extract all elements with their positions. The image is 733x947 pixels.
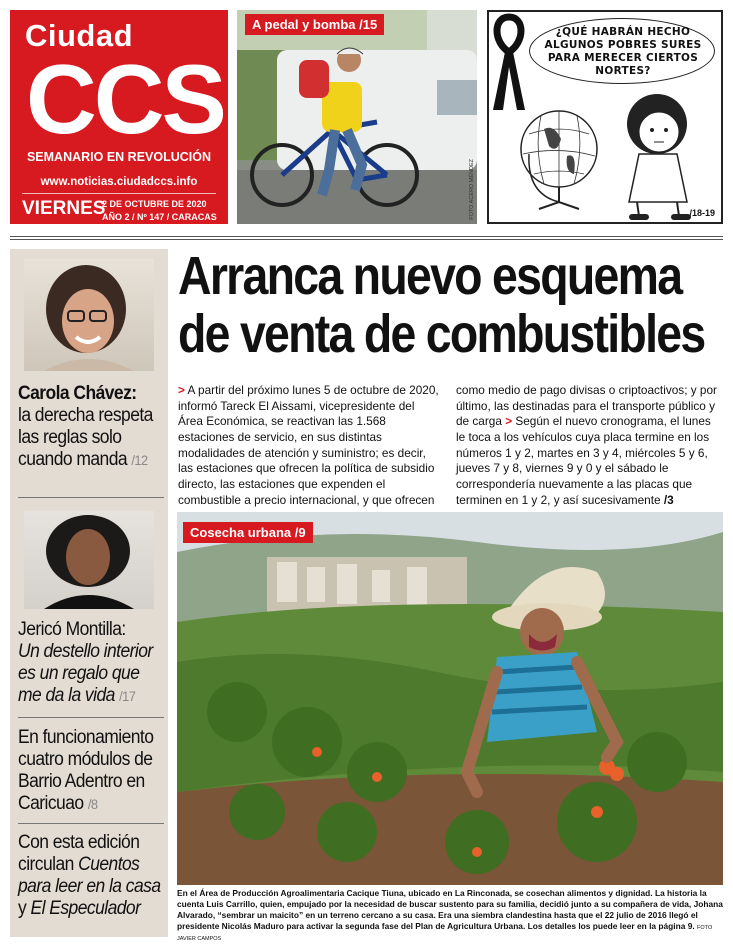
red-arrow-icon: > <box>178 383 185 397</box>
caption-text: En el Área de Producción Agroalimentaria Cacique Tiuna, ubicado en La Rinconada, se cosechan alimentos y dignidad. La historia la cuenta Luis Carrillo, quien, empujado por la necesidad de buscar sustento para su familia, decidió junto a su compañera de vida, Johana Alvarado, “sembrar un maicito” en un terreno cercano a su casa. Era una siembra clandestina hasta que el 22 julio de 2016 llegó el presidente Nicolás Maduro para activar la segunda fase del Plan de Agricultura Urbana. Los detalles los puede leer en la página 9. <box>177 888 723 931</box>
jerico-page-ref: /17 <box>119 687 136 704</box>
mafalda-comic[interactable] <box>487 10 723 224</box>
main-headline-line2: de venta de combustibles <box>178 303 705 364</box>
cyclist-photo[interactable] <box>237 10 477 224</box>
masthead-tagline: SEMANARIO EN REVOLUCIÓN <box>26 150 212 164</box>
cyclist-illustration <box>237 10 477 224</box>
sidebar-story-carola[interactable] <box>18 383 164 470</box>
jerico-name: Jericó Montilla: <box>18 619 126 640</box>
urban-harvest-photo[interactable] <box>177 512 723 885</box>
carola-chavez-portrait[interactable] <box>24 259 154 371</box>
jerico-portrait-drawing <box>24 511 154 609</box>
masthead-date: 2 DE OCTUBRE DE 2020 <box>102 199 207 209</box>
sidebar-story-jerico[interactable] <box>18 619 164 706</box>
main-headline-line1: Arranca nuevo esquema <box>178 246 682 306</box>
jerico-montilla-portrait[interactable] <box>24 511 154 609</box>
section-divider <box>10 236 723 237</box>
article-col2b-text: Según el nuevo cronograma, el lunes le toca a los vehículos cuya placa termine en los números 1 y 2, martes en 3 y 4, miércoles 5 y 6, jueves 7 y 8, viernes 9 y 0 y el sábado le correspondería nuevamente a las placas que terminen en 1 y 2, y así sucesivamente <box>456 414 711 507</box>
jerico-headline: Un destello interior es un regalo que me da la vida <box>18 640 153 706</box>
sidebar-story-inserts[interactable] <box>18 832 164 919</box>
masthead-issue: AÑO 2 / Nº 147 / CARACAS <box>102 212 217 222</box>
carola-headline: la derecha respeta las reglas solo cuando manda <box>18 404 153 470</box>
article-column-1 <box>178 383 442 509</box>
carola-name: Carola Chávez: <box>18 383 137 404</box>
barrio-adentro-headline: En funcionamiento cuatro módulos de Barrio Adentro en Caricuao <box>18 727 154 814</box>
masthead-day: VIERNES <box>22 198 106 219</box>
feature-photo-tag[interactable]: Cosecha urbana /9 <box>183 522 313 543</box>
article-col2a-text: como medio de pago divisas o criptoactivos; y por último, las destinadas para el transporte público y de carga <box>456 383 717 429</box>
cyclist-photo-tag[interactable]: A pedal y bomba /15 <box>245 14 384 35</box>
comic-drawing <box>489 84 723 224</box>
urban-harvest-illustration <box>177 512 723 885</box>
masthead-ciudad: Ciudad <box>25 18 134 53</box>
article-col1-text: A partir del próximo lunes 5 de octubre de 2020, informó Tareck El Aissami, vicepresidente del Área Económica, se reactivan las 1.568 estaciones de servicio, en sus distintas modalidades de atención y suministro; es decir, las estaciones que ofrecen la política de subsidio directo, las estaciones que expenden el combustible a precio internacional, y que ofrecen <box>178 383 439 507</box>
inserts-title-cuentos: Cuentos para leer en la casa <box>18 853 161 897</box>
sidebar-divider-3 <box>18 823 164 824</box>
article-page-ref: /3 <box>663 492 674 507</box>
carola-portrait-drawing <box>24 259 154 371</box>
inserts-title-especulador: El Especulador <box>30 897 141 919</box>
red-arrow-icon-2: > <box>505 414 513 429</box>
masthead-rule <box>22 193 216 194</box>
barrio-adentro-page-ref: /8 <box>87 795 98 812</box>
section-divider-2 <box>10 239 723 240</box>
cyclist-photo-credit: FOTO ACERO MÉNDEZ <box>469 159 475 220</box>
masthead-logo-ccs: CCS <box>26 44 224 154</box>
caption-photo-credit: FOTO JAVIER CAMPOS <box>177 924 713 942</box>
comic-speech-text: ¿QUÉ HABRÁN HECHO ALGUNOS POBRES SURES PARA MERECER CIERTOS NORTES? <box>544 26 702 78</box>
masthead-website[interactable]: www.noticias.ciudadccs.info <box>40 176 198 188</box>
main-headline[interactable] <box>178 248 728 364</box>
sidebar-divider <box>18 497 164 498</box>
article-column-2 <box>456 383 722 509</box>
inserts-text-a: Con esta edición circulan <box>18 832 140 875</box>
sidebar-story-barrio-adentro[interactable] <box>18 727 164 814</box>
sidebar-divider-2 <box>18 717 164 718</box>
feature-photo-caption <box>177 888 723 943</box>
inserts-text-c: y <box>18 897 31 919</box>
masthead <box>10 10 228 224</box>
comic-page-ref: /18-19 <box>689 208 715 218</box>
sidebar <box>10 249 168 937</box>
carola-page-ref: /12 <box>131 451 148 468</box>
